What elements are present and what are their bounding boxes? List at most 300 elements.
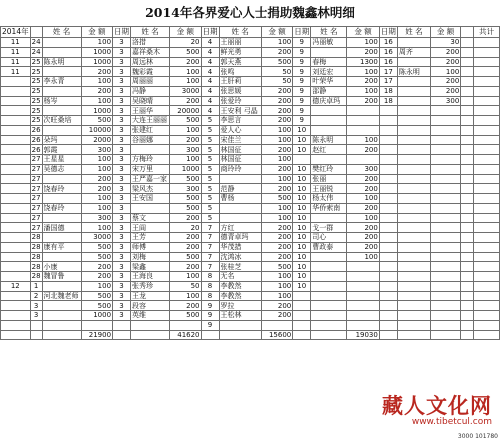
table-cell: 10 [293,125,311,135]
table-cell [461,272,474,282]
table-cell: 王龙 [131,291,170,301]
table-cell [311,116,347,126]
donation-table [0,26,500,340]
table-cell: 200 [81,86,112,96]
table-cell: 100 [81,281,112,291]
table-row [1,77,500,87]
table-cell [347,262,380,272]
table-cell [461,38,474,48]
table-cell: 张思媛 [219,86,261,96]
table-cell [461,252,474,262]
table-cell: 冯丽敏 [311,38,347,48]
table-cell: 5 [201,213,219,223]
table-cell: 陈永明 [311,135,347,145]
column-header: 日期 [114,27,130,36]
table-cell [430,184,460,194]
table-cell: 朵玛 [42,135,81,145]
table-cell: 3 [113,125,131,135]
table-cell: 郭天燕 [219,57,261,67]
table-header-row [1,27,500,38]
table-cell [1,311,31,321]
table-cell: 300 [170,184,201,194]
table-cell [261,320,292,330]
table-cell: 200 [81,272,112,282]
table-cell: 5 [201,145,219,155]
table-cell: 9 [293,96,311,106]
table-cell: 3 [113,164,131,174]
table-cell [379,281,397,291]
table-cell [397,320,430,330]
table-cell: 洛措 [131,38,170,48]
table-row [1,135,500,145]
table-cell [430,135,460,145]
table-cell: 16 [379,57,397,67]
table-cell: 段容 [131,301,170,311]
table-cell: 吴晓晴 [131,96,170,106]
table-cell: 3 [113,291,131,301]
table-cell: 100 [347,213,380,223]
column-header: 姓 名 [131,27,170,38]
table-cell: 200 [261,86,292,96]
table-row [1,291,500,301]
table-cell: 200 [430,47,460,57]
column-header: 姓 名 [311,27,347,38]
table-cell: 200 [347,77,380,87]
table-cell: 4 [201,96,219,106]
table-cell [219,213,261,223]
table-cell: 50 [261,67,292,77]
table-cell [347,311,380,321]
table-cell: 饶春玲 [42,203,81,213]
table-cell: 梁风杰 [131,184,170,194]
table-cell [379,125,397,135]
table-cell: 梁鑫 [131,262,170,272]
table-cell [430,281,460,291]
table-cell [1,77,31,87]
table-cell: 5 [201,155,219,165]
table-row [1,272,500,282]
table-cell [473,320,499,330]
table-cell: 11 [1,57,31,67]
table-row [1,223,500,233]
table-cell [379,135,397,145]
table-cell [42,320,81,330]
table-cell: 100 [170,125,201,135]
table-row [1,194,500,204]
table-cell: 300 [430,96,460,106]
table-cell [42,174,81,184]
table-cell: 100 [261,291,292,301]
table-cell: 李永青 [42,77,81,87]
table-cell [430,320,460,330]
table-cell: 100 [261,135,292,145]
table-cell: 3 [113,38,131,48]
table-cell: 王肝莉 [219,77,261,87]
table-cell: 300 [170,145,201,155]
table-cell: 3 [113,203,131,213]
table-cell [1,291,31,301]
table-cell: 20 [170,38,201,48]
table-cell [397,272,430,282]
table-cell: 3 [113,106,131,116]
table-cell: 8 [201,272,219,282]
table-cell: 9 [293,57,311,67]
table-cell [30,330,42,340]
table-cell [397,125,430,135]
column-header: 金 额 [261,27,292,38]
table-cell [430,223,460,233]
table-cell [42,213,81,223]
table-cell: 41620 [170,330,201,340]
table-cell: 2000 [81,135,112,145]
table-cell [473,330,499,340]
table-cell: 200 [261,233,292,243]
table-cell: 20 [170,223,201,233]
table-cell: 100 [81,77,112,87]
table-cell: 9 [293,67,311,77]
table-cell [1,86,31,96]
table-cell [430,145,460,155]
table-cell [42,67,81,77]
watermark-logo [382,395,492,427]
table-cell: 3 [113,301,131,311]
table-cell [379,223,397,233]
table-cell [379,242,397,252]
table-cell [311,125,347,135]
table-cell [430,125,460,135]
table-cell [379,272,397,282]
table-cell: 8 [201,281,219,291]
table-row [1,145,500,155]
table-cell: 小康 [42,262,81,272]
table-cell [379,164,397,174]
table-cell: 100 [430,67,460,77]
column-header: 金 额 [170,27,201,38]
table-cell: 100 [261,213,292,223]
table-cell [379,155,397,165]
table-cell [131,203,170,213]
table-cell: 3 [113,262,131,272]
table-cell [473,184,499,194]
table-cell: 10 [293,194,311,204]
table-cell [397,77,430,87]
table-cell: 300 [81,145,112,155]
table-cell: 3 [113,272,131,282]
table-cell: 谷丽娜 [131,135,170,145]
table-cell [397,252,430,262]
table-cell: 200 [261,242,292,252]
table-cell [473,155,499,165]
page-title: 2014年各界爱心人士捐助魏鑫林明细 [145,5,355,20]
table-cell [347,116,380,126]
table-cell [430,291,460,301]
table-cell [42,194,81,204]
table-cell [379,291,397,301]
table-cell: 200 [430,77,460,87]
table-cell: 100 [347,252,380,262]
table-cell: 杨岑 [42,96,81,106]
table-cell: 曹杨 [219,194,261,204]
table-cell [461,233,474,243]
table-cell: 200 [170,96,201,106]
table-cell [430,164,460,174]
table-cell: 24 [31,38,41,47]
table-cell: 500 [81,291,112,301]
table-cell: 200 [430,86,460,96]
table-cell: 200 [261,96,292,106]
table-cell: 3 [113,155,131,165]
table-cell [219,203,261,213]
table-cell: 17 [379,77,397,87]
table-cell [461,125,474,135]
table-cell: 200 [347,47,380,57]
table-cell: 10 [293,252,311,262]
table-cell: 12 [1,281,31,291]
table-cell: 7 [201,223,219,233]
table-cell: 28 [31,252,41,261]
table-cell [397,213,430,223]
column-header [30,27,42,38]
table-cell: 200 [261,106,292,116]
table-cell [430,106,460,116]
table-cell [397,291,430,301]
table-cell: 张爱玲 [219,96,261,106]
table-cell [42,106,81,116]
table-cell: 200 [347,242,380,252]
table-row [1,311,500,321]
table-cell [1,106,31,116]
table-cell [397,145,430,155]
table-cell [461,77,474,87]
table-cell: 10 [293,272,311,282]
table-cell: 16 [379,47,397,57]
column-header: 日期 [202,27,218,36]
table-cell [311,291,347,301]
table-cell [379,213,397,223]
table-cell [347,106,380,116]
table-cell: 爱人心 [219,125,261,135]
table-cell: 英维 [131,311,170,321]
table-cell: 1000 [81,57,112,67]
table-cell: 200 [261,301,292,311]
table-cell [461,242,474,252]
table-cell: 100 [170,272,201,282]
table-cell: 3000 [170,86,201,96]
table-cell: 50 [170,281,201,291]
table-cell: 吴德志 [42,164,81,174]
table-cell: 10000 [81,125,112,135]
table-cell: 罗拉 [219,301,261,311]
table-cell [1,125,31,135]
table-row [1,106,500,116]
column-header: 日期 [294,27,310,36]
table-cell [397,330,430,340]
table-cell: 100 [261,272,292,282]
table-cell: 方红 [219,223,261,233]
table-cell: 200 [261,184,292,194]
table-cell: 张桂芝 [219,262,261,272]
table-cell [293,301,311,311]
column-header: 姓 名 [42,27,81,38]
table-cell: 300 [347,164,380,174]
table-cell: 15600 [261,330,292,340]
table-cell: 10 [293,233,311,243]
table-cell [42,311,81,321]
table-cell: 冯静 [131,86,170,96]
table-cell: 200 [430,57,460,67]
table-cell: 陈永明 [397,67,430,77]
table-cell: 3 [113,213,131,223]
table-cell [397,96,430,106]
table-cell: 27 [31,194,41,203]
table-cell: 100 [347,86,380,96]
table-cell [430,301,460,311]
table-row [1,262,500,272]
table-cell: 王阎 [131,223,170,233]
table-cell [347,281,380,291]
table-cell [311,213,347,223]
table-cell: 5 [201,164,219,174]
table-cell [113,330,131,340]
table-cell: 100 [261,203,292,213]
table-cell: 7 [201,242,219,252]
column-header: 金 额 [430,27,460,38]
table-cell: 26 [31,135,41,144]
table-cell [42,252,81,262]
table-cell: 27 [31,223,41,232]
table-cell [473,262,499,272]
table-cell: 26 [31,145,41,154]
table-cell: 10 [293,242,311,252]
table-cell [347,125,380,135]
table-cell: 5 [201,194,219,204]
table-cell: 500 [81,116,112,126]
table-cell: 师傅 [131,242,170,252]
table-cell: 华茂措 [219,242,261,252]
table-cell: 5 [201,135,219,145]
table-cell: 1000 [81,311,112,321]
table-cell: 林国征 [219,155,261,165]
table-cell: 200 [170,57,201,67]
table-cell [1,301,31,311]
table-cell: 200 [261,116,292,126]
table-cell: 7 [201,262,219,272]
table-cell [1,194,31,204]
table-cell: 200 [261,145,292,155]
table-cell [30,320,42,330]
table-cell [461,174,474,184]
table-cell [430,252,460,262]
table-cell [219,174,261,184]
table-cell [473,106,499,116]
table-cell [1,116,31,126]
table-cell: 5 [201,184,219,194]
table-cell [397,242,430,252]
table-cell [397,184,430,194]
table-cell: 饶春玲 [42,184,81,194]
table-cell [430,272,460,282]
table-cell [347,291,380,301]
table-cell: 200 [261,47,292,57]
table-cell: 200 [170,213,201,223]
table-cell: 9 [201,301,219,311]
table-cell: 7 [201,233,219,243]
table-cell: 1300 [347,57,380,67]
footer-numbers: 3000 101780 [457,433,498,440]
table-cell: 28 [31,233,41,242]
table-cell: 200 [347,203,380,213]
table-cell [473,291,499,301]
table-cell [430,330,460,340]
table-cell: 2 [30,291,42,301]
column-header: 2014年 [2,27,29,36]
table-cell: 11 [1,67,31,77]
table-cell [430,311,460,321]
table-cell: 王星星 [42,155,81,165]
table-row [1,155,500,165]
table-cell [461,57,474,67]
table-cell: 100 [261,155,292,165]
table-cell: 周齐 [397,47,430,57]
column-header: 姓 名 [219,27,261,38]
table-cell [473,96,499,106]
table-cell [1,242,31,252]
table-cell [347,272,380,282]
table-cell: 3 [113,252,131,262]
table-cell [461,96,474,106]
table-cell [473,164,499,174]
table-cell: 10 [293,213,311,223]
column-header [461,27,474,38]
table-cell [379,311,397,321]
table-cell [201,330,219,340]
table-cell: 3 [113,184,131,194]
table-cell [1,174,31,184]
table-cell: 9 [293,106,311,116]
table-cell: 1000 [81,47,112,57]
table-cell: 25 [31,67,41,76]
table-row [1,233,500,243]
table-row [1,125,500,135]
table-cell: 20000 [170,106,201,116]
table-cell: 100 [81,194,112,204]
table-cell: 王丽丽 [219,38,261,48]
table-cell: 100 [261,281,292,291]
table-cell: 100 [81,223,112,233]
table-cell [311,252,347,262]
table-cell: 500 [81,301,112,311]
table-cell [397,116,430,126]
table-cell [293,320,311,330]
table-cell: 17 [379,67,397,77]
table-cell: 戈一群 [311,223,347,233]
table-cell [379,194,397,204]
table-cell: 蔡文 [131,213,170,223]
table-cell: 曹政泰 [311,242,347,252]
table-cell [42,86,81,96]
table-cell: 嘉祥桑木 [131,47,170,57]
table-cell: 200 [170,233,201,243]
table-cell [1,320,31,330]
table-cell: 10 [293,164,311,174]
table-cell: 100 [81,96,112,106]
table-cell [1,203,31,213]
table-cell [461,184,474,194]
table-cell: 9 [293,38,311,48]
table-cell [219,330,261,340]
table-cell: 9 [293,47,311,57]
table-cell: 500 [170,116,201,126]
